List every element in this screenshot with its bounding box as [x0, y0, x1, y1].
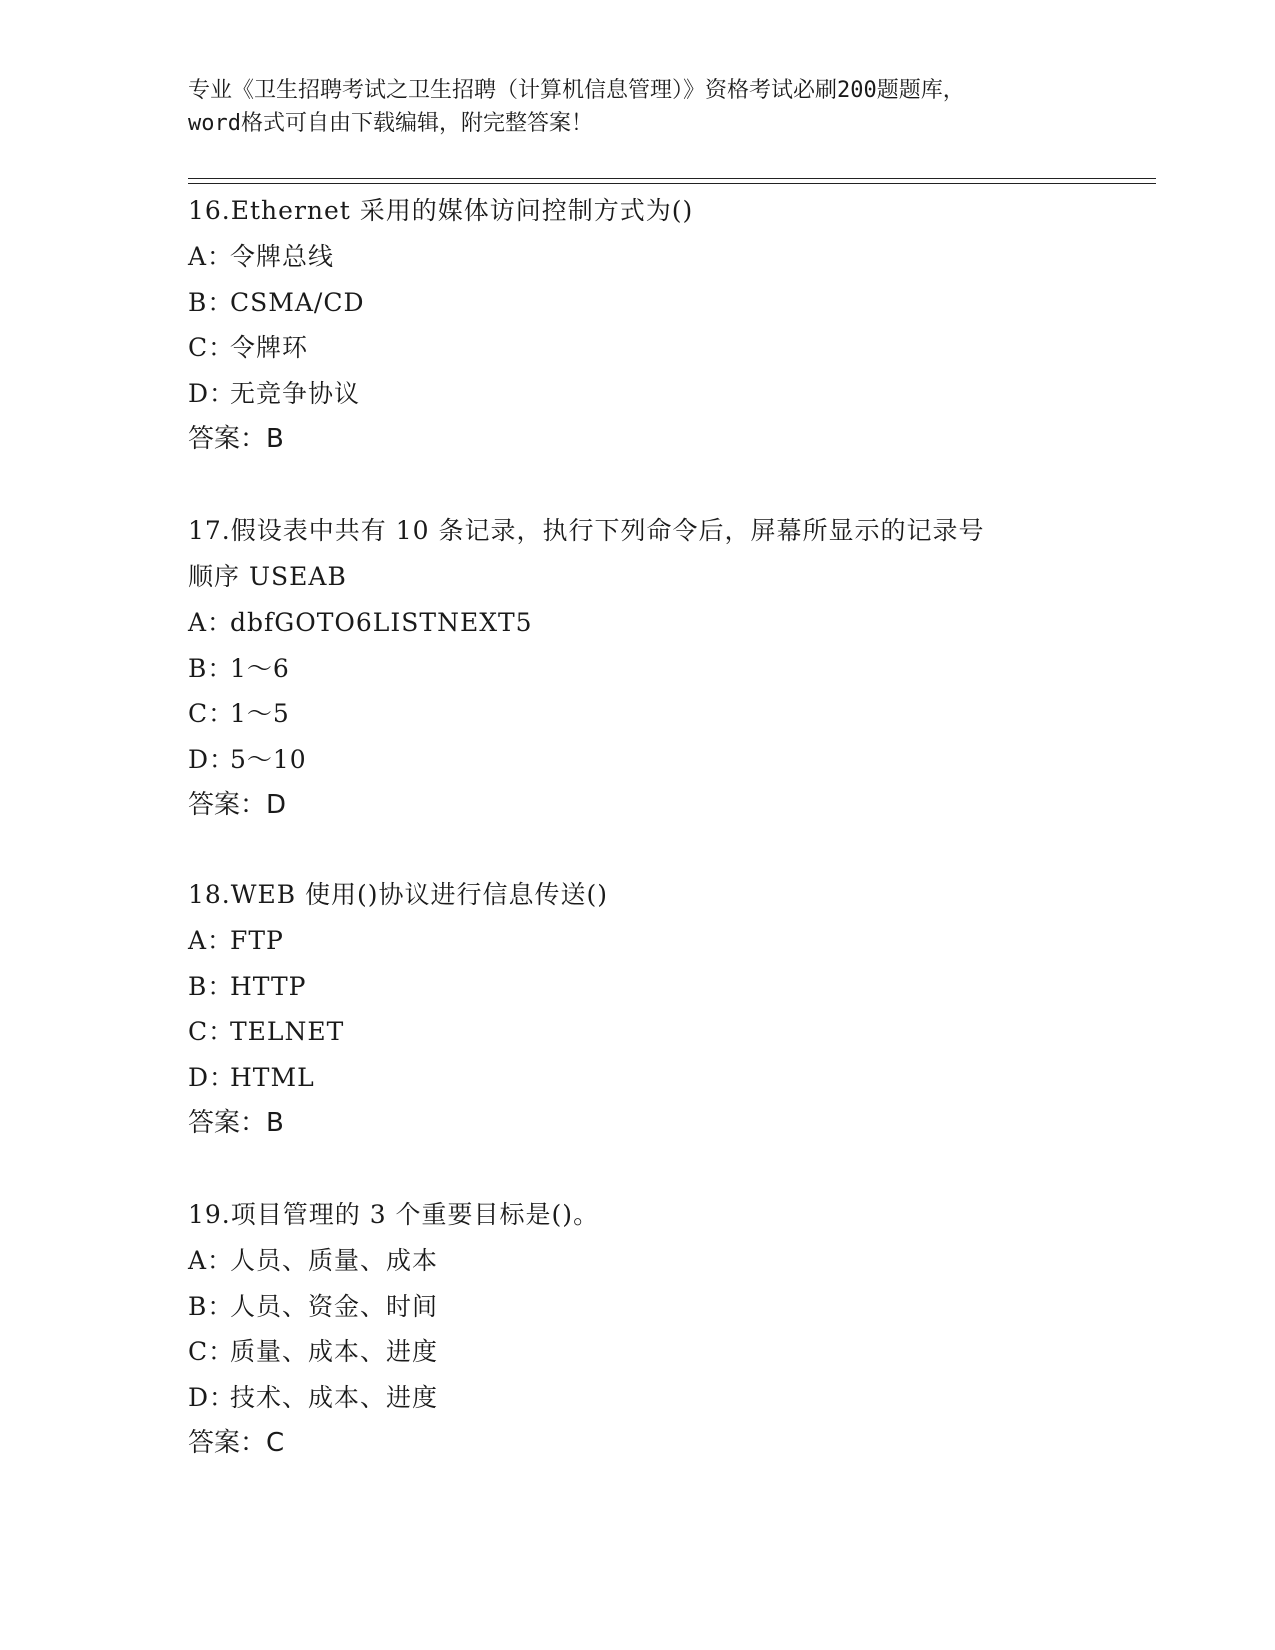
option-c [188, 1009, 1088, 1055]
option-b [188, 280, 1088, 326]
option-text: CSMA/CD [230, 287, 365, 317]
option-text: 质量、成本、进度 [230, 1337, 439, 1366]
option-key: C： [188, 699, 235, 728]
option-c [188, 691, 1088, 737]
option-key: B： [188, 971, 234, 1001]
question-18 [188, 872, 1088, 1146]
option-d [188, 1375, 1088, 1421]
option-text: 1～6 [230, 653, 290, 683]
header-line-2: word格式可自由下载编辑，附完整答案！ [188, 111, 593, 136]
question-text: 19.项目管理的 3 个重要目标是()。 [188, 1200, 600, 1229]
option-d [188, 737, 1088, 783]
option-text: 1～5 [230, 699, 290, 728]
option-a [188, 600, 1088, 646]
option-a [188, 234, 1088, 280]
option-text: FTP [230, 926, 284, 955]
option-a [188, 918, 1088, 964]
option-d [188, 1055, 1088, 1101]
option-key: B： [188, 1291, 234, 1321]
option-b [188, 964, 1088, 1010]
option-key: D： [188, 1062, 236, 1092]
option-c [188, 1329, 1088, 1375]
option-b [188, 1284, 1088, 1330]
option-c [188, 325, 1088, 371]
option-key: D： [188, 378, 236, 408]
question-text: 17.假设表中共有 10 条记录，执行下列命令后，屏幕所显示的记录号 [188, 516, 985, 545]
option-d [188, 371, 1088, 417]
option-key: B： [188, 653, 234, 683]
option-key: C： [188, 1337, 235, 1366]
header-divider-bottom [188, 183, 1156, 184]
header-divider-top [188, 178, 1156, 179]
question-text: 16.Ethernet 采用的媒体访问控制方式为() [188, 196, 694, 225]
option-key: A： [188, 1246, 234, 1275]
answer-label: 答案：B [188, 424, 284, 454]
question-16 [188, 188, 1088, 462]
header-line-1: 专业《卫生招聘考试之卫生招聘（计算机信息管理）》资格考试必刷200题题库， [188, 78, 965, 103]
question-text-continued: 顺序 USEAB [188, 562, 347, 591]
option-text: 5～10 [230, 744, 307, 774]
option-text: 人员、资金、时间 [230, 1291, 439, 1321]
option-text: 技术、成本、进度 [230, 1382, 439, 1412]
option-key: C： [188, 333, 235, 362]
option-key: B： [188, 287, 234, 317]
question-19 [188, 1192, 1088, 1466]
option-text: 人员、质量、成本 [230, 1246, 439, 1275]
option-key: A： [188, 608, 234, 637]
option-key: A： [188, 926, 234, 955]
option-b [188, 646, 1088, 692]
answer-label: 答案：D [188, 790, 287, 820]
option-text: dbfGOTO6LISTNEXT5 [230, 608, 533, 637]
option-key: A： [188, 242, 234, 271]
question-17 [188, 508, 1088, 828]
option-text: 无竞争协议 [230, 378, 361, 408]
answer-label: 答案：B [188, 1108, 284, 1138]
option-text: HTTP [230, 971, 307, 1001]
option-key: D： [188, 1382, 236, 1412]
option-text: 令牌环 [230, 333, 309, 362]
document-header [188, 74, 1088, 140]
question-text: 18.WEB 使用()协议进行信息传送() [188, 880, 609, 909]
option-key: D： [188, 744, 236, 774]
option-a [188, 1238, 1088, 1284]
option-text: HTML [230, 1062, 315, 1092]
option-key: C： [188, 1017, 235, 1046]
option-text: 令牌总线 [230, 242, 335, 271]
answer-label: 答案：C [188, 1428, 285, 1458]
option-text: TELNET [230, 1017, 345, 1046]
